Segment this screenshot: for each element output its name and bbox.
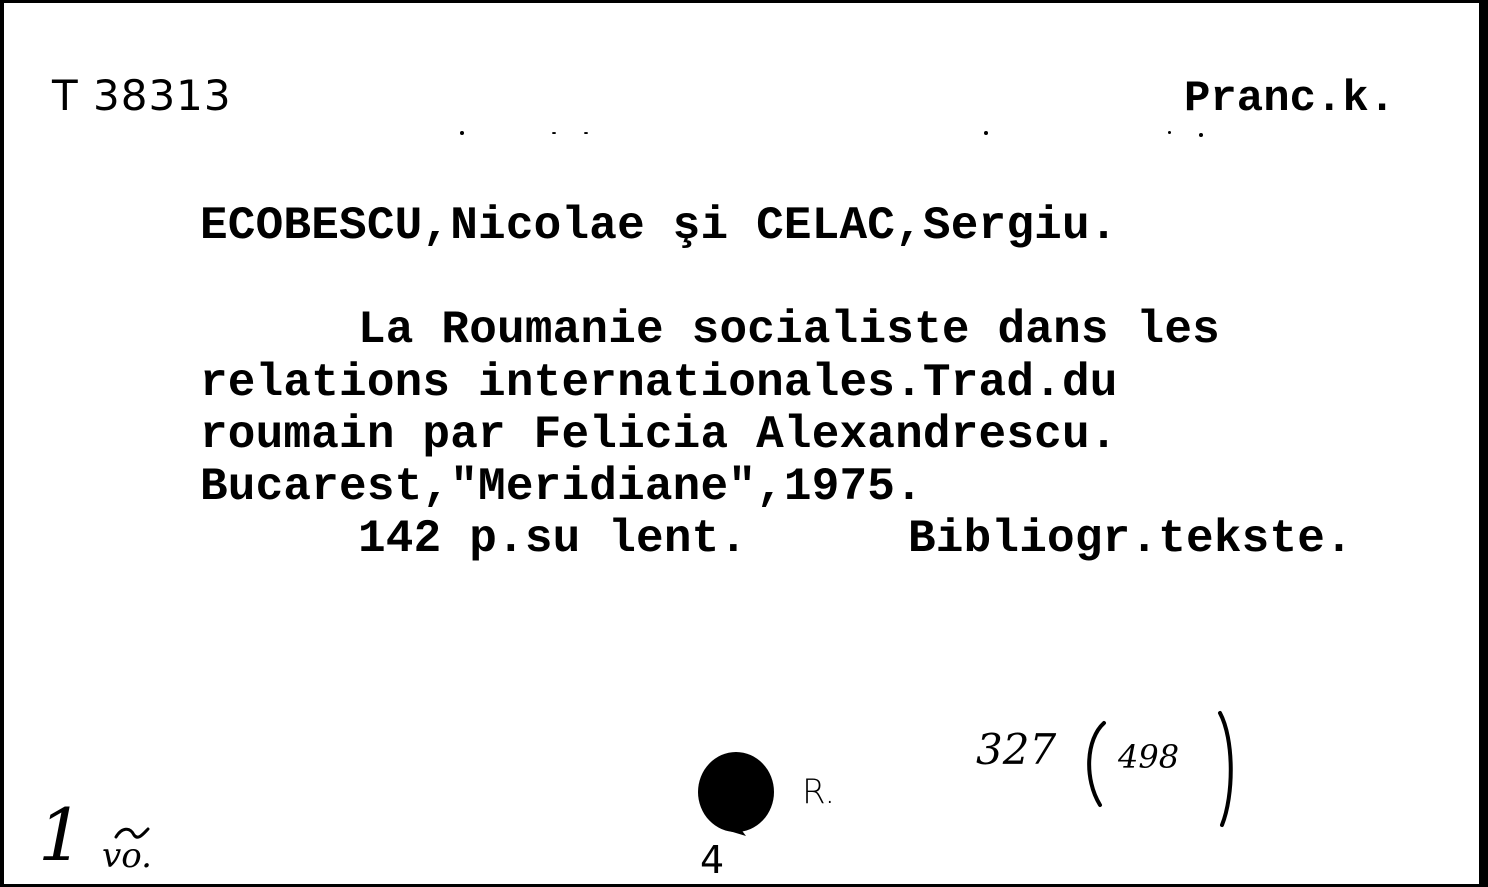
speck [984,131,988,135]
title-line-3: roumain par Felicia Alexandrescu. [200,409,1118,461]
author-heading: ECOBESCU,Nicolae şi CELAC,Sergiu. [200,200,1118,252]
speck [1199,133,1203,137]
copies-count: 1 [38,793,84,877]
pagination: 142 p.su lent. [358,513,748,565]
classification-paren: 498 [1118,738,1180,776]
bibliography-note: Bibliogr.tekste. [908,513,1353,565]
speck [552,132,556,134]
speck [460,131,464,135]
open-paren [1080,719,1110,809]
speck [1168,131,1171,134]
speck [584,132,588,134]
hole-note: 4 [700,838,725,882]
imprint-line: Bucarest,"Meridiane",1975. [200,461,923,513]
title-line-2: relations internationales.Trad.du [200,357,1118,409]
call-number: T 38313 [52,71,232,120]
collection-label: Pranc.k. [1184,74,1396,124]
classification-number: 327 [976,725,1057,774]
mark-r: R. [802,772,836,812]
title-line-1: La Roumanie socialiste dans les [358,304,1220,356]
copies-note: vo. [102,836,152,876]
punch-hole [696,752,776,836]
close-paren [1210,709,1240,829]
